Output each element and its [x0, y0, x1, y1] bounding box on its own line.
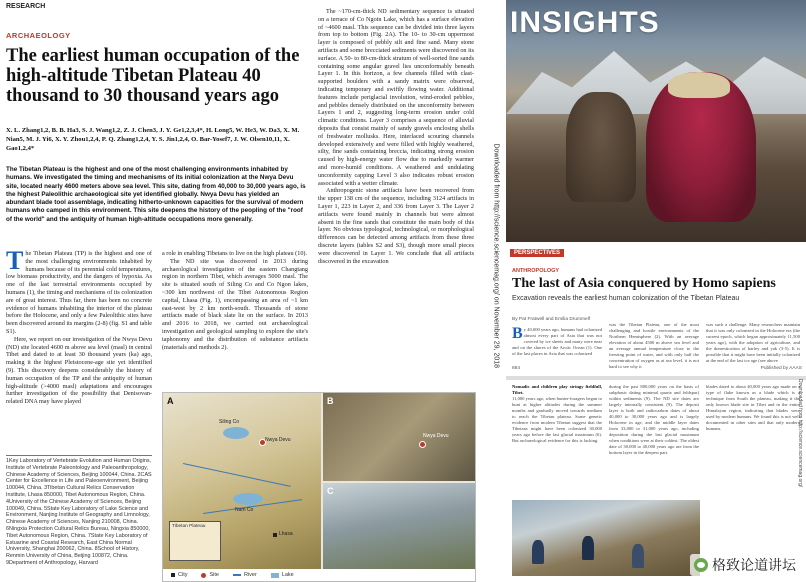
- person-figure: [632, 544, 644, 568]
- abstract: The Tibetan Plateau is the highest and one of the most challenging environments inhabited by humans. We investigated the timing and mechanisms of its initial colonization at the Nwya Devu site, located nearly 4600 meters above sea level. This site, dating from 40,000 to 30,000 years ago, is the highest Paleolithic archaeological site yet identified globally. Nwya Devu has yielded an abundant blade tool assemblage, indicating hitherto-unknown capacities for the survival of modern humans who camped in this environment. This site deepens the history of the peopling of the "roof of the world" and the antiquity of human high-altitude occupations more generally.: [6, 166, 306, 223]
- paragraph-site: Here, we report on our investigation of the Nwya Devu (ND) site located 4600 m above sea level (masl) in central Tibet and dated to at least 30 thousand years (ka) ago, making it the highest Pleistocene-age site yet identified (9). This discovery deepens considerably the history of human occupation of the TP and the antiquity of human high-altitude (>4000 masl) adaptations and encourages further investigation of the possibility that Denisovan-related DNA may have played: [6, 335, 152, 406]
- city-marker: [273, 533, 277, 537]
- legend-item: River: [233, 572, 257, 578]
- drop-cap: T: [6, 246, 24, 275]
- person-figure: [582, 536, 594, 560]
- paragraph: was such a challenge. Many researchers maintain that it was only colonized in the Holocene era (the current epoch, which began approximately 11,500 years ago), with the adoption of agriculture, and the domestication of barley and yak (3-5). It is possible that it might have been initially colonized at the end of the last ice age (see above: [706, 322, 800, 363]
- affiliations-footnote: 1Key Laboratory of Vertebrate Evolution and Human Origins, Institute of Vertebrate Paleontology and Paleoanthropology, Chinese Academy of Sciences, Beijing 100044, China. 2CAS Center for Excellence in Life and Paleoenvironment, Beijing 100044, China. 3Tibetan Cultural Relics Conservation Institute, Lhasa 850000, Tibet Autonomous Region, China. 4University of the Chinese Academy of Sciences, Beijing 100049, China. 5State Key Laboratory of Lake Science and Environment, Nanjing Institute of Geography and Limnology, Chinese Academy of Sciences, Nanjing 210008, China. 6Ningxia Protection Cultural Relics Bureau, Ningxia 850000, Tibet Autonomous Region, China. 7State Key Laboratory of Estuarine and Coastal Research, East China Normal University, Shanghai 200062, China. 8School of History, Renmin University of China, Beijing 100872, China. 9Department of Anthropology, Harvard: [6, 455, 152, 567]
- wechat-icon: [694, 558, 708, 572]
- article-title: The earliest human occupation of the high-altitude Tibetan Plateau 40 thousand to 30 thousand years ago: [6, 46, 300, 106]
- page-number: 884: [512, 366, 521, 371]
- paragraph: 11,000 years ago, when hunter-foragers began to hunt at higher altitudes during the summer months and gradually moved towards medium to reach the Tibetan plateau. Some genetic evidence from modern Tibetan suggest that the Tibetans might have been colonized 30,000 years ago before the last glacial maximum (6). But archaeological evidence for this is lacking.: [512, 396, 602, 443]
- header-label: RESEARCH: [6, 3, 46, 10]
- wechat-watermark: [690, 554, 800, 576]
- page-divider: [506, 376, 806, 380]
- photo-caption: Nomadic and children play stringy fieldfull, Tibet.: [512, 384, 602, 395]
- inset-label: Tibetan Plateau: [172, 524, 206, 529]
- hat-shape: [668, 72, 730, 98]
- article-title: The last of Asia conquered by Homo sapiens: [512, 276, 776, 291]
- insights-column-5: [609, 384, 699, 456]
- place-label-lhasa: Lhasa: [279, 531, 293, 537]
- place-label-namco: Nam Co: [235, 507, 254, 513]
- figure-panel-map: [163, 393, 321, 569]
- panel-label-a: A: [167, 396, 174, 406]
- page-footer: [512, 366, 802, 371]
- download-stamp-right-text: Downloaded from http://science.sciencemag.org/: [797, 379, 803, 488]
- place-label-nwya-b: Nwya Devu: [423, 433, 449, 439]
- site-marker: [419, 441, 426, 448]
- figure-panel-satellite: [323, 393, 475, 481]
- article-subtitle: Excavation reveals the earliest human colonization of the Tibetan Plateau: [512, 295, 740, 302]
- byline: By Pat Fratwell and Emilia Drummelf: [512, 317, 591, 322]
- person-figure: [566, 92, 636, 202]
- running-header: [6, 3, 45, 10]
- legend-item: Site: [201, 572, 218, 578]
- lake-shape: [233, 493, 263, 505]
- panel-label-c: C: [327, 486, 334, 496]
- paragraph-intro: he Tibetan Plateau (TP) is the highest and one of the most challenging environments inhabited by humans because of its perennial cold temperatures, low biomass productivity, and the dangers of hypoxia. As one of the last terrestrial environments occupied by humans (1), the timing and mechanisms of its colonization are of great interest. Thus far, there has been no concrete evidence of humans inhabiting the interior of the plateau before the Holocene, and only a few Paleolithic sites have been discovered around its margins (2-8) (fig. S1 and table S1).: [6, 250, 152, 335]
- insights-column-2: [609, 322, 699, 370]
- author-list: X. L. Zhang1,2, B. B. Ha3, S. J. Wang1,2, Z. J. Chen3, J. Y. Ge1,2,3,4*, H. Long5, W. He3, W. Da3, X. M. Nian5, M. J. Yi6, X. Y. Zhou1,2,4, P. Q. Zhang1,2,4, Y. S. Jin1,2,4, O. Bar-Yosef7, J. W. Olsen10,11, X. Gao1,2,4*: [6, 127, 300, 152]
- publisher-line: Published by AAAS: [760, 366, 802, 371]
- download-stamp: [486, 143, 500, 470]
- download-stamp-text: Downloaded from http://science.sciencemag.org/ on November 29, 2018: [492, 143, 500, 369]
- field-photo: [512, 500, 700, 576]
- lake-shape: [223, 427, 249, 439]
- paragraph: blades dated to about 40,000 years ago made on a type of flake known as a blade which is a technique from South the plateau, making it the only known blade site in Tibet and in the entire Himalayan region, indicating that blades were used by modern humans. We found this is not well documented in other sites and that only modern humans.: [706, 384, 800, 431]
- place-label-siling: Siling Co: [219, 419, 240, 425]
- paragraph-continued: a role in enabling Tibetans to live on the high plateau (10).: [162, 250, 308, 257]
- figure-panel-photo: [323, 483, 475, 569]
- insights-column-6: [706, 384, 800, 432]
- insights-column-4: [512, 384, 602, 444]
- insights-banner: INSIGHTS: [510, 6, 660, 39]
- watermark-text: 格致论道讲坛: [712, 558, 796, 574]
- panel-label-b: B: [327, 396, 334, 406]
- river-line: [183, 463, 291, 487]
- paragraph: during the past 800,000 years on the basis of subphasic dating minimal quartz and feldspar) within sediments (9). The ND site dates are largely internally consistent (9). The deposit layer is both and radiocarbon dates of about 40,000 to 30,000 years ago and is largely Holocene in age, and the middle layer dates from 33,000 to 31,000 years ago, including deposition during the last glacial maximum when conditions were at their coldest. The oldest date of 30,000 to 40,000 years ago are from the bottom layer in the deepest part.: [609, 384, 699, 455]
- insights-column-1: [512, 327, 602, 357]
- section-label: ARCHAEOLOGY: [6, 31, 71, 40]
- figure-1: [162, 392, 476, 582]
- body-column-1: [6, 246, 152, 406]
- page-gutter: [480, 0, 506, 582]
- insights-column-3: [706, 322, 800, 364]
- section-label: ANTHROPOLOGY: [512, 268, 560, 274]
- body-column-2: [162, 250, 308, 351]
- inset-map: [169, 521, 221, 561]
- paragraph-discovery: The ND site was discovered in 2013 during archaeological investigation of the eastern Changtang region in northern Tibet, which averages 5000 masl. The site is situated south of Siling Co and Co Ngon lakes, ~300 km northwest of the Tibet Autonomous Region capital, Lhasa (Fig. 1), encompassing an area of ~1 km east-west by 2 km north-south. Thousands of stone artifacts made of black slate lie on the surface. In 2013 and 2016 to 2018, we carried out archaeological investigation and geological sampling to explore the site's taphonomy and the distribution of substance artifacts (materials and methods 2).: [162, 257, 308, 351]
- drop-cap: B: [512, 325, 523, 342]
- cover-photo: [506, 0, 806, 242]
- person-figure: [532, 540, 544, 564]
- body-column-3: [318, 8, 474, 265]
- download-stamp-right: [796, 380, 804, 580]
- place-label-nwya: Nwya Devu: [265, 437, 291, 443]
- legend-item: Lake: [271, 572, 294, 578]
- perspectives-tab: PERSPECTIVES: [510, 249, 564, 257]
- figure-legend: [163, 569, 475, 581]
- legend-item: City: [171, 572, 187, 578]
- paragraph: y 40,000 years ago, humans had colonized almost every part of Asia that was not covered by ice sheets and many were near and on the shores of the Arctic Ocean (1). One of the last places in Asia that was colonized: [512, 327, 602, 356]
- paragraph: was the Tibetan Plateau, one of the most challenging and hostile environments of the Northern Hemisphere (2). With an average elevation of about 4500 m above sea level and an average annual temperature close to the freezing point of water, and with only half the concentration of oxygen as at sea level, it is not hard to see why it: [609, 322, 699, 369]
- paragraph-sequence: The ~170-cm-thick ND sedimentary sequence is situated on a terrace of Co Ngoin Lake, which has a surface elevation of ~4600 masl. This sequence can be divided into three layers from top to bottom (Fig. 2A). The 10- to 30-cm uppermost layer is composed of pebbly silt and fine sand. Many stone artifacts and some brecciated sediments were discovered on its surface. A 50- to 80-cm-thick stratum of well-sorted fine sands containing some angular gravel lies unconformably beneath Layer 1. In this horizon, a few channels filled with clast-supported boulders with a sandy matrix were observed, indicating temporary and swiftly flowing water. Additional features include periglacial involution, wind-eroded pebbles, and pebbles densely distributed on the unconformity between Layers 1 and 2, suggesting long-term erosion under cold climatic conditions. Layer 3 comprises a sequence of alluvial deposits that consist mainly of sandy gravels enclosing shells of freshwater mollusks. Here, interlaced scouring channels developed extensively and were filled with highly weathered, silty, fine sands containing breccia, indicating strong erosion caused by high-energy water flow due to markedly warmer and more-humid conditions. A weathered and undulating unconformity capping Level 3 also indicates robust erosion associated with a wetter climate.: [318, 8, 474, 187]
- right-journal-page: [506, 0, 806, 582]
- paragraph-artifacts: Anthropogenic stone artifacts have been recovered from the upper 138 cm of the sequence, including 3124 artifacts in Layer 1, 223 in Layer 2, and 336 from Layer 3. The Layer 2 artifacts were found mainly in channels but were almost absent in the fine sands that constitute the main body of this layer. No obvious typological, technological, or morphological differences can be detected among artifacts from these three discrete layers (tables S2 and S3), though more small pieces were discovered in Layer 1. We conclude that all artifacts discovered in the excavation: [318, 187, 474, 265]
